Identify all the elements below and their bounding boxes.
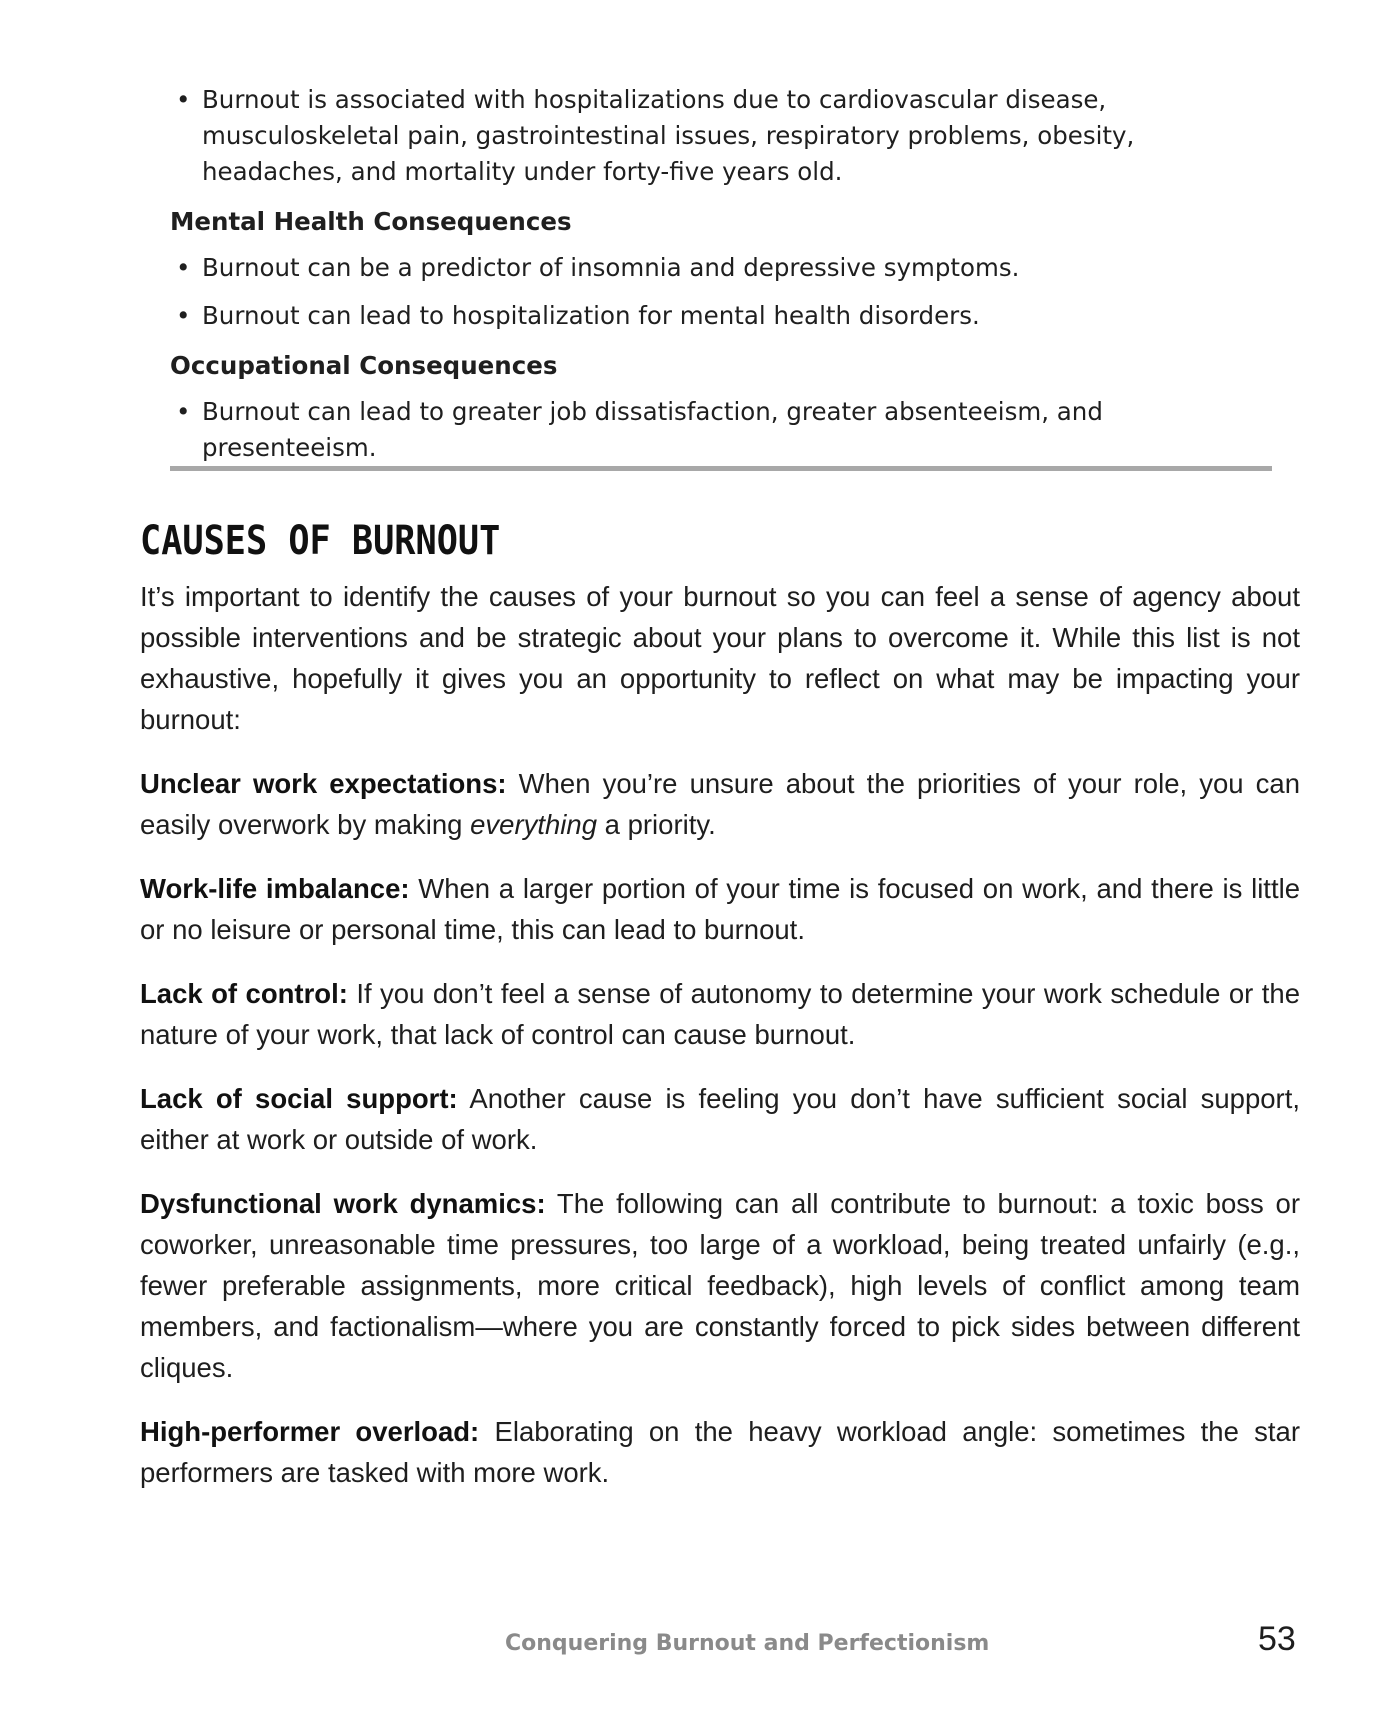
cause-text: When you’re unsure about the priorities of your role, you can easily overwork by making — [140, 768, 1301, 840]
section-title: CAUSES OF BURNOUT — [140, 518, 501, 564]
intro-paragraph: It’s important to identify the causes of your burnout so you can feel a sense of agency about possible interventions and be strategic about your plans to overcome it. While this list is not exhaustive, hopefully it gives you an opportunity to reflect on what may be impacting your burnout: — [140, 581, 1300, 735]
bullet-icon: • — [176, 253, 191, 282]
bullet-text: Burnout can lead to hospitalization for mental health disorders. — [202, 301, 980, 330]
bullet-text: Burnout is associated with hospitalizations due to cardiovascular disease, musculoskeletal pain, gastrointestinal issues, respiratory problems, obesity, headaches, and mortality under forty-five years old. — [202, 85, 1135, 186]
box-divider — [170, 466, 1272, 471]
cause-paragraph — [140, 1078, 1300, 1160]
cause-paragraph — [140, 1411, 1300, 1493]
running-footer-title: Conquering Burnout and Perfectionism — [505, 1631, 990, 1656]
bullet-item — [170, 82, 1270, 190]
cause-text: Elaborating on the heavy workload angle: sometimes the star performers are tasked with more work. — [140, 1416, 1301, 1488]
cause-paragraph — [140, 973, 1300, 1055]
cause-text: The following can all contribute to burnout: a toxic boss or coworker, unreasonable time pressures, too large of a workload, being treated unfairly (e.g., fewer preferable assignments, more critical feedback), high levels of conflict among team members, and factionalism—where you are constantly forced to pick sides between different cliques. — [140, 1188, 1300, 1383]
cause-term: Lack of social support: — [140, 1083, 458, 1114]
occupational-heading: Occupational Consequences — [170, 351, 558, 380]
cause-term: Dysfunctional work dynamics: — [140, 1188, 546, 1219]
cause-term: Work-life imbalance: — [140, 873, 410, 904]
cause-text: Another cause is feeling you don’t have sufficient social support, either at work or outside of work. — [140, 1083, 1300, 1155]
bullet-icon: • — [176, 85, 191, 114]
cause-paragraph — [140, 868, 1300, 950]
cause-term: Unclear work expectations: — [140, 768, 507, 799]
mental-health-heading: Mental Health Consequences — [170, 207, 572, 236]
bullet-item — [170, 298, 1270, 334]
bullet-item — [170, 394, 1270, 466]
page-number: 53 — [1258, 1620, 1296, 1658]
bullet-text: Burnout can lead to greater job dissatisfaction, greater absenteeism, and presenteeism. — [202, 397, 1103, 462]
cause-term: Lack of control: — [140, 978, 348, 1009]
cause-paragraph — [140, 1183, 1300, 1388]
section-body — [140, 576, 1300, 1516]
bullet-item — [170, 250, 1270, 286]
cause-text: When a larger portion of your time is focused on work, and there is little or no leisure or personal time, this can lead to burnout. — [140, 873, 1300, 945]
bullet-icon: • — [176, 301, 191, 330]
cause-text: If you don’t feel a sense of autonomy to determine your work schedule or the nature of your work, that lack of control can cause burnout. — [140, 978, 1300, 1050]
consequences-box — [170, 82, 1270, 466]
cause-paragraph — [140, 763, 1300, 845]
bullet-icon: • — [176, 397, 191, 426]
cause-term: High-performer overload: — [140, 1416, 480, 1447]
cause-text: a priority. — [597, 809, 716, 840]
cause-emphasis: everything — [470, 809, 598, 840]
bullet-text: Burnout can be a predictor of insomnia and depressive symptoms. — [202, 253, 1020, 282]
